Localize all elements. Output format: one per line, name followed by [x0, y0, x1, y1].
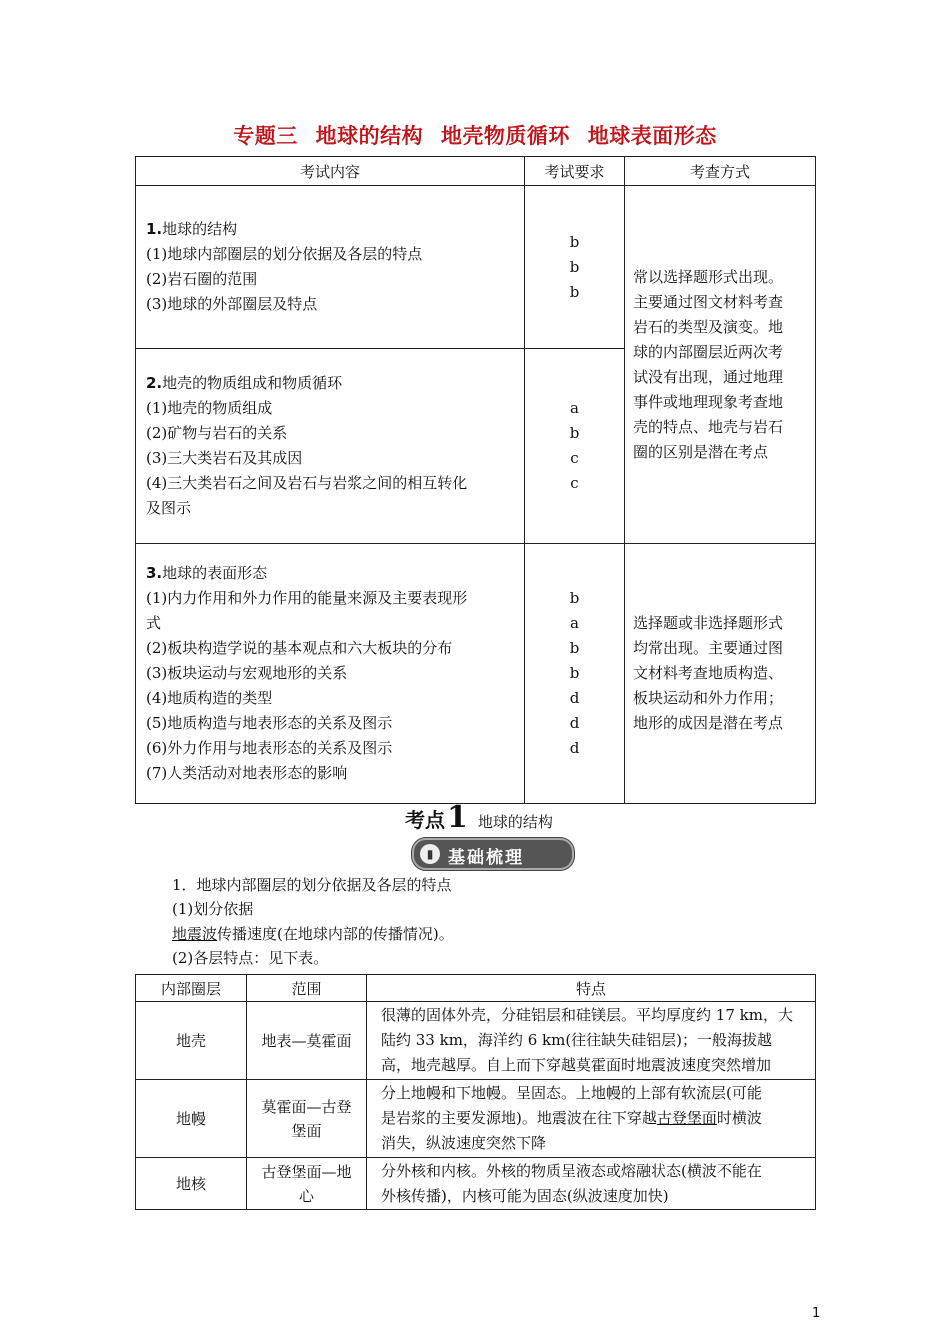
- feature-line: 高，地壳越厚。自上而下穿越莫霍面时地震波速度突然增加: [381, 1056, 772, 1074]
- section-heading: 地壳的物质组成和物质循环: [162, 374, 343, 392]
- kaodian-number: 1: [447, 800, 468, 835]
- kaodian-topic: 地球的结构: [477, 813, 553, 831]
- table-row: [136, 1080, 816, 1158]
- list-item: (3)地球的外部圈层及特点: [146, 295, 318, 313]
- requirement-cell: [525, 186, 625, 349]
- header-method: 考查方式: [625, 157, 816, 186]
- list-item: (2)矿物与岩石的关系: [146, 424, 288, 442]
- req-level: a: [570, 614, 579, 632]
- section-number: 2.: [146, 374, 163, 392]
- paragraph: [172, 922, 454, 946]
- list-item: 及图示: [146, 499, 192, 517]
- section-number: 3.: [146, 564, 163, 582]
- paragraph: (1)划分依据: [172, 900, 254, 918]
- header-content: 考试内容: [136, 157, 525, 186]
- feature-line: [381, 1106, 807, 1131]
- table-row: [136, 1002, 816, 1080]
- section-banner: [412, 838, 574, 870]
- content-cell: [136, 186, 525, 349]
- layer-name: 地幔: [136, 1080, 247, 1158]
- feature-line: 分上地幔和下地幔。呈固态。上地幔的上部有软流层(可能: [381, 1084, 762, 1102]
- table-row: [136, 186, 816, 349]
- req-level: d: [569, 714, 580, 732]
- section-heading: 地球的表面形态: [162, 564, 268, 582]
- list-item: (1)内力作用和外力作用的能量来源及主要表现形: [146, 589, 468, 607]
- range-line: 古登堡面—地: [261, 1162, 352, 1181]
- method-line: 文材料考查地质构造、: [633, 664, 784, 682]
- feature-line: 消失，纵波速度突然下降: [381, 1134, 547, 1152]
- method-line: 均常出现。主要通过图: [633, 639, 784, 657]
- method-line: 选择题或非选择题形式: [633, 614, 784, 632]
- req-level: c: [570, 474, 579, 492]
- method-line: 岩石的类型及演变。地: [633, 317, 784, 336]
- answer-underline: 古登堡面: [656, 1109, 717, 1127]
- layer-name: 地壳: [136, 1002, 247, 1080]
- list-item: 式: [146, 614, 162, 632]
- req-level: b: [569, 282, 580, 301]
- section-number: 1.: [146, 220, 163, 238]
- list-item: (2)岩石圈的范围: [146, 270, 258, 288]
- section-heading: 地球的结构: [162, 220, 238, 238]
- range-line: 堡面: [291, 1121, 322, 1140]
- earth-layers-table: [135, 974, 816, 1210]
- layer-name: 地核: [136, 1158, 247, 1210]
- table-header-row: [136, 157, 816, 186]
- content-cell: [136, 544, 525, 804]
- list-item: (6)外力作用与地表形态的关系及图示: [146, 739, 393, 757]
- range-line: 地表—莫霍面: [261, 1031, 352, 1050]
- req-level: d: [569, 689, 580, 707]
- table-header-row: [136, 975, 816, 1002]
- paragraph-text: 传播速度(在地球内部的传播情况)。: [217, 925, 454, 943]
- table-row: [136, 1158, 816, 1210]
- requirement-cell: [525, 544, 625, 804]
- method-cell: [625, 186, 816, 544]
- header-layer: 内部圈层: [136, 975, 247, 1002]
- book-icon: ▮: [420, 844, 440, 864]
- method-line: 常以选择题形式出现。: [633, 267, 784, 286]
- content-cell: [136, 349, 525, 544]
- method-line: 事件或地理现象考查地: [633, 392, 784, 411]
- method-line: 地形的成因是潜在考点: [633, 714, 784, 732]
- list-item: (7)人类活动对地表形态的影响: [146, 764, 348, 782]
- feature-text: 时横波: [716, 1109, 762, 1127]
- page-number: 1: [812, 1306, 821, 1321]
- range-line: 心: [298, 1186, 314, 1205]
- layer-range: [247, 1158, 367, 1210]
- method-line: 试没有出现，通过地理: [633, 367, 784, 386]
- header-range: 范围: [247, 975, 367, 1002]
- req-level: d: [569, 739, 580, 757]
- feature-line: 很薄的固体外壳，分硅铝层和硅镁层。平均厚度约 17 km，大: [381, 1006, 793, 1024]
- paragraph: 1．地球内部圈层的划分依据及各层的特点: [172, 876, 452, 894]
- kaodian-heading: [405, 800, 553, 835]
- list-item: (2)板块构造学说的基本观点和六大板块的分布: [146, 639, 453, 657]
- method-cell: [625, 544, 816, 804]
- req-level: c: [570, 449, 579, 467]
- feature-text: 是岩浆的主要发源地)。地震波在往下穿越: [381, 1109, 657, 1127]
- layer-feature: [367, 1002, 816, 1080]
- req-level: a: [570, 399, 579, 417]
- layer-feature: [367, 1080, 816, 1158]
- feature-line: 陆约 33 km，海洋约 6 km(往往缺失硅铝层)；一般海拔越: [381, 1031, 773, 1049]
- list-item: (4)三大类岩石之间及岩石与岩浆之间的相互转化: [146, 474, 468, 492]
- kaodian-label: 考点: [405, 808, 445, 832]
- banner-label: 基础梳理: [448, 848, 524, 868]
- table-row: [136, 544, 816, 804]
- feature-line: 外核传播)，内核可能为固态(纵波速度加快): [381, 1186, 669, 1205]
- list-item: (1)地壳的物质组成: [146, 399, 273, 417]
- page-title: 专题三 地球的结构 地壳物质循环 地球表面形态: [233, 124, 717, 148]
- method-line: 球的内部圈层近两次考: [633, 342, 784, 361]
- req-level: b: [569, 589, 580, 607]
- paragraph: (2)各层特点：见下表。: [172, 949, 329, 967]
- req-level: b: [569, 639, 580, 657]
- exam-requirements-table: [135, 156, 816, 804]
- req-level: b: [569, 664, 580, 682]
- list-item: (4)地质构造的类型: [146, 689, 273, 707]
- layer-range: [247, 1080, 367, 1158]
- feature-line: 分外核和内核。外核的物质呈液态或熔融状态(横波不能在: [381, 1161, 762, 1180]
- answer-underline: 地震波: [172, 925, 218, 943]
- method-line: 壳的特点、地壳与岩石: [633, 417, 784, 436]
- list-item: (1)地球内部圈层的划分依据及各层的特点: [146, 245, 423, 263]
- range-line: 莫霍面—古登: [261, 1097, 352, 1116]
- req-level: b: [569, 232, 580, 251]
- req-level: b: [569, 257, 580, 276]
- header-feature: 特点: [367, 975, 816, 1002]
- list-item: (3)板块运动与宏观地形的关系: [146, 664, 348, 682]
- req-level: b: [569, 424, 580, 442]
- method-line: 板块运动和外力作用；: [633, 689, 784, 707]
- list-item: (5)地质构造与地表形态的关系及图示: [146, 714, 393, 732]
- header-requirement: 考试要求: [525, 157, 625, 186]
- layer-range: [247, 1002, 367, 1080]
- method-line: 圈的区别是潜在考点: [633, 442, 769, 461]
- list-item: (3)三大类岩石及其成因: [146, 449, 303, 467]
- method-line: 主要通过图文材料考查: [633, 292, 784, 311]
- requirement-cell: [525, 349, 625, 544]
- layer-feature: [367, 1158, 816, 1210]
